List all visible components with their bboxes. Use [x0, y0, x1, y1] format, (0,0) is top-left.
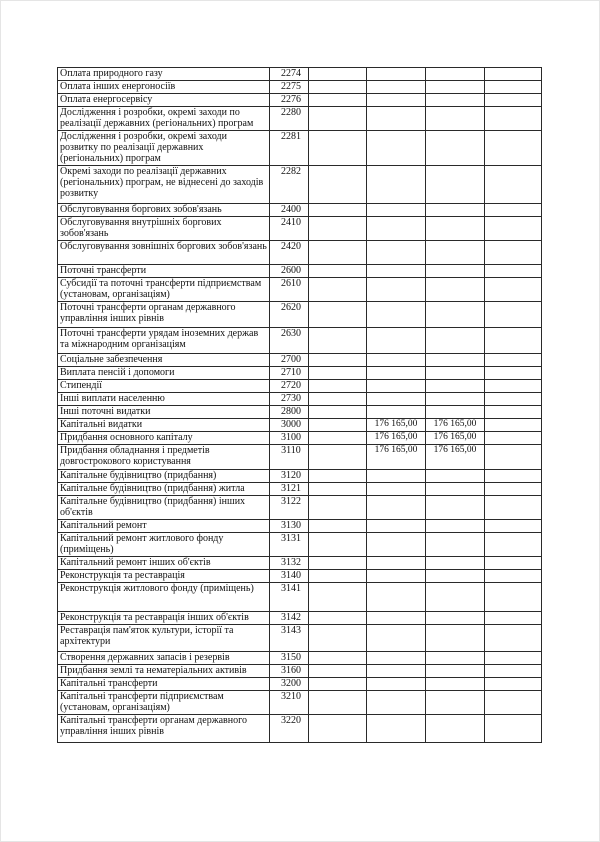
- amount-cell: [367, 612, 426, 625]
- amount-cell: [309, 367, 367, 380]
- expense-name-cell: Капітальні видатки: [58, 419, 270, 432]
- amount-cell: [485, 278, 542, 302]
- table-row: [58, 432, 542, 445]
- amount-cell: [367, 217, 426, 241]
- amount-cell: [426, 393, 485, 406]
- amount-cell: [426, 131, 485, 166]
- amount-cell: [309, 302, 367, 328]
- amount-cell: [367, 107, 426, 131]
- amount-cell: [485, 380, 542, 393]
- expense-name-cell: Інші поточні видатки: [58, 406, 270, 419]
- expense-code-cell: 3200: [270, 678, 309, 691]
- expense-name-cell: Капітальні трансферти підприємствам (установам, організаціям): [58, 691, 270, 715]
- amount-cell: [426, 691, 485, 715]
- table-row: [58, 533, 542, 557]
- table-row: [58, 445, 542, 470]
- amount-cell: [485, 94, 542, 107]
- amount-cell: [426, 380, 485, 393]
- amount-cell: [367, 81, 426, 94]
- expense-code-cell: 3160: [270, 665, 309, 678]
- table-row: [58, 354, 542, 367]
- amount-cell: [309, 393, 367, 406]
- amount-cell: [485, 625, 542, 652]
- amount-cell: [367, 483, 426, 496]
- amount-cell: [367, 94, 426, 107]
- amount-cell: [309, 81, 367, 94]
- table-row: [58, 265, 542, 278]
- expense-name-cell: Реставрація пам'яток культури, історії та архітектури: [58, 625, 270, 652]
- expense-code-cell: 2282: [270, 166, 309, 204]
- table-row: [58, 496, 542, 520]
- expense-name-cell: Капітальний ремонт житлового фонду (приміщень): [58, 533, 270, 557]
- table-row: [58, 393, 542, 406]
- amount-cell: [367, 665, 426, 678]
- amount-cell: [309, 678, 367, 691]
- amount-cell: [426, 612, 485, 625]
- amount-cell: [309, 432, 367, 445]
- amount-cell: [426, 583, 485, 612]
- amount-cell: 176 165,00: [426, 419, 485, 432]
- amount-cell: [367, 354, 426, 367]
- amount-cell: [367, 166, 426, 204]
- amount-cell: [309, 496, 367, 520]
- expense-code-cell: 2610: [270, 278, 309, 302]
- expense-code-cell: 2700: [270, 354, 309, 367]
- amount-cell: [367, 68, 426, 81]
- expense-code-cell: 2710: [270, 367, 309, 380]
- expense-name-cell: Обслуговування боргових зобов'язань: [58, 204, 270, 217]
- amount-cell: [309, 691, 367, 715]
- amount-cell: [426, 94, 485, 107]
- amount-cell: [426, 483, 485, 496]
- table-row: [58, 131, 542, 166]
- expense-name-cell: Інші виплати населенню: [58, 393, 270, 406]
- expense-code-cell: 2630: [270, 328, 309, 354]
- expense-code-cell: 3110: [270, 445, 309, 470]
- amount-cell: [367, 678, 426, 691]
- amount-cell: [426, 570, 485, 583]
- expense-name-cell: Оплата інших енергоносіїв: [58, 81, 270, 94]
- expense-name-cell: Реконструкція та реставрація інших об'єктів: [58, 612, 270, 625]
- amount-cell: [485, 483, 542, 496]
- expense-name-cell: Капітальний ремонт: [58, 520, 270, 533]
- expense-code-cell: 3141: [270, 583, 309, 612]
- expense-name-cell: Оплата енергосервісу: [58, 94, 270, 107]
- expense-name-cell: Капітальні трансферти: [58, 678, 270, 691]
- amount-cell: [367, 204, 426, 217]
- expense-code-cell: 2600: [270, 265, 309, 278]
- expense-code-cell: 2274: [270, 68, 309, 81]
- expense-code-cell: 2400: [270, 204, 309, 217]
- amount-cell: [485, 217, 542, 241]
- budget-expenditure-table: [57, 67, 542, 743]
- amount-cell: [309, 107, 367, 131]
- table-row: [58, 217, 542, 241]
- amount-cell: [367, 557, 426, 570]
- amount-cell: [367, 520, 426, 533]
- amount-cell: [485, 678, 542, 691]
- amount-cell: [485, 557, 542, 570]
- expense-name-cell: Дослідження і розробки, окремі заходи розвитку по реалізації державних (регіональних) програм: [58, 131, 270, 166]
- expense-name-cell: Капітальне будівництво (придбання) інших об'єктів: [58, 496, 270, 520]
- amount-cell: [309, 354, 367, 367]
- expense-code-cell: 2276: [270, 94, 309, 107]
- amount-cell: [485, 354, 542, 367]
- amount-cell: [309, 265, 367, 278]
- expense-code-cell: 2275: [270, 81, 309, 94]
- expense-name-cell: Поточні трансферти органам державного управління інших рівнів: [58, 302, 270, 328]
- amount-cell: [485, 241, 542, 265]
- expense-code-cell: 2410: [270, 217, 309, 241]
- table-row: [58, 107, 542, 131]
- amount-cell: [367, 691, 426, 715]
- table-body: [58, 68, 542, 743]
- amount-cell: [426, 302, 485, 328]
- table-row: [58, 367, 542, 380]
- expense-name-cell: Капітальний ремонт інших об'єктів: [58, 557, 270, 570]
- expense-name-cell: Обслуговування зовнішніх боргових зобов'язань: [58, 241, 270, 265]
- amount-cell: [426, 107, 485, 131]
- amount-cell: [485, 107, 542, 131]
- expense-code-cell: 3120: [270, 470, 309, 483]
- expense-name-cell: Соціальне забезпечення: [58, 354, 270, 367]
- expense-code-cell: 3142: [270, 612, 309, 625]
- amount-cell: [309, 445, 367, 470]
- table-row: [58, 665, 542, 678]
- amount-cell: [426, 367, 485, 380]
- amount-cell: [309, 406, 367, 419]
- amount-cell: [367, 570, 426, 583]
- table-row: [58, 583, 542, 612]
- amount-cell: [485, 265, 542, 278]
- table-row: [58, 406, 542, 419]
- amount-cell: [367, 265, 426, 278]
- amount-cell: [485, 445, 542, 470]
- expense-name-cell: Капітальні трансферти органам державного управління інших рівнів: [58, 715, 270, 743]
- amount-cell: [485, 520, 542, 533]
- amount-cell: [485, 302, 542, 328]
- table-row: [58, 278, 542, 302]
- amount-cell: 176 165,00: [367, 445, 426, 470]
- amount-cell: [485, 68, 542, 81]
- amount-cell: [485, 131, 542, 166]
- table-row: [58, 419, 542, 432]
- amount-cell: 176 165,00: [426, 432, 485, 445]
- expense-code-cell: 3220: [270, 715, 309, 743]
- amount-cell: [485, 665, 542, 678]
- amount-cell: [367, 533, 426, 557]
- table-row: [58, 204, 542, 217]
- amount-cell: [367, 302, 426, 328]
- expense-name-cell: Дослідження і розробки, окремі заходи по реалізації державних (регіональних) програм: [58, 107, 270, 131]
- amount-cell: [309, 470, 367, 483]
- amount-cell: [426, 557, 485, 570]
- amount-cell: [309, 278, 367, 302]
- amount-cell: [367, 278, 426, 302]
- expense-code-cell: 3131: [270, 533, 309, 557]
- amount-cell: [426, 715, 485, 743]
- amount-cell: [485, 470, 542, 483]
- expense-name-cell: Придбання землі та нематеріальних активів: [58, 665, 270, 678]
- amount-cell: [309, 715, 367, 743]
- expense-code-cell: 2280: [270, 107, 309, 131]
- amount-cell: [367, 470, 426, 483]
- amount-cell: 176 165,00: [426, 445, 485, 470]
- table-row: [58, 691, 542, 715]
- amount-cell: [367, 380, 426, 393]
- amount-cell: [485, 583, 542, 612]
- expense-name-cell: Стипендії: [58, 380, 270, 393]
- expense-code-cell: 3000: [270, 419, 309, 432]
- table-row: [58, 557, 542, 570]
- table-row: [58, 612, 542, 625]
- table-row: [58, 241, 542, 265]
- amount-cell: [309, 625, 367, 652]
- amount-cell: [426, 81, 485, 94]
- amount-cell: [309, 557, 367, 570]
- expense-code-cell: 2730: [270, 393, 309, 406]
- amount-cell: [309, 380, 367, 393]
- expense-code-cell: 3122: [270, 496, 309, 520]
- expense-code-cell: 3100: [270, 432, 309, 445]
- amount-cell: [367, 241, 426, 265]
- expense-code-cell: 3121: [270, 483, 309, 496]
- amount-cell: [485, 691, 542, 715]
- amount-cell: [485, 496, 542, 520]
- expense-name-cell: Обслуговування внутрішніх боргових зобов'язань: [58, 217, 270, 241]
- amount-cell: [426, 328, 485, 354]
- expense-name-cell: Придбання обладнання і предметів довгострокового користування: [58, 445, 270, 470]
- amount-cell: [367, 583, 426, 612]
- expense-code-cell: 3150: [270, 652, 309, 665]
- expense-name-cell: Поточні трансферти: [58, 265, 270, 278]
- amount-cell: [309, 166, 367, 204]
- expense-code-cell: 3210: [270, 691, 309, 715]
- amount-cell: [367, 652, 426, 665]
- table-row: [58, 302, 542, 328]
- amount-cell: [309, 68, 367, 81]
- table-row: [58, 625, 542, 652]
- amount-cell: [309, 533, 367, 557]
- amount-cell: [426, 354, 485, 367]
- table-row: [58, 678, 542, 691]
- amount-cell: [485, 570, 542, 583]
- table-row: [58, 652, 542, 665]
- amount-cell: [485, 367, 542, 380]
- expense-code-cell: 2281: [270, 131, 309, 166]
- amount-cell: [309, 483, 367, 496]
- amount-cell: [426, 665, 485, 678]
- table-row: [58, 81, 542, 94]
- table-row: [58, 166, 542, 204]
- amount-cell: [426, 652, 485, 665]
- amount-cell: [485, 166, 542, 204]
- amount-cell: [309, 328, 367, 354]
- amount-cell: 176 165,00: [367, 419, 426, 432]
- expense-code-cell: 3130: [270, 520, 309, 533]
- table-row: [58, 520, 542, 533]
- amount-cell: [367, 715, 426, 743]
- amount-cell: [367, 328, 426, 354]
- expense-code-cell: 2420: [270, 241, 309, 265]
- amount-cell: [426, 278, 485, 302]
- amount-cell: [367, 496, 426, 520]
- table-row: [58, 68, 542, 81]
- table-row: [58, 380, 542, 393]
- table-row: [58, 483, 542, 496]
- amount-cell: [309, 241, 367, 265]
- amount-cell: [426, 166, 485, 204]
- table-row: [58, 570, 542, 583]
- amount-cell: [367, 625, 426, 652]
- amount-cell: [309, 612, 367, 625]
- amount-cell: [309, 419, 367, 432]
- amount-cell: [367, 393, 426, 406]
- amount-cell: [367, 367, 426, 380]
- expense-name-cell: Створення державних запасів і резервів: [58, 652, 270, 665]
- expense-name-cell: Реконструкція та реставрація: [58, 570, 270, 583]
- expense-code-cell: 3132: [270, 557, 309, 570]
- amount-cell: [309, 131, 367, 166]
- amount-cell: [426, 678, 485, 691]
- expense-code-cell: 2800: [270, 406, 309, 419]
- amount-cell: [485, 393, 542, 406]
- amount-cell: [426, 241, 485, 265]
- amount-cell: [426, 406, 485, 419]
- expense-name-cell: Окремі заходи по реалізації державних (регіональних) програм, не віднесені до заходів розвитку: [58, 166, 270, 204]
- amount-cell: 176 165,00: [367, 432, 426, 445]
- expense-name-cell: Придбання основного капіталу: [58, 432, 270, 445]
- amount-cell: [309, 204, 367, 217]
- expense-name-cell: Субсидії та поточні трансферти підприємствам (установам, організаціям): [58, 278, 270, 302]
- amount-cell: [426, 217, 485, 241]
- expense-name-cell: Поточні трансферти урядам іноземних держав та міжнародним організаціям: [58, 328, 270, 354]
- amount-cell: [309, 665, 367, 678]
- table-row: [58, 470, 542, 483]
- amount-cell: [426, 625, 485, 652]
- table-row: [58, 94, 542, 107]
- amount-cell: [426, 470, 485, 483]
- amount-cell: [309, 217, 367, 241]
- amount-cell: [426, 533, 485, 557]
- expense-code-cell: 2720: [270, 380, 309, 393]
- amount-cell: [426, 204, 485, 217]
- expense-code-cell: 3143: [270, 625, 309, 652]
- amount-cell: [485, 533, 542, 557]
- amount-cell: [485, 419, 542, 432]
- expense-code-cell: 3140: [270, 570, 309, 583]
- amount-cell: [485, 652, 542, 665]
- amount-cell: [309, 94, 367, 107]
- expense-name-cell: Оплата природного газу: [58, 68, 270, 81]
- amount-cell: [485, 81, 542, 94]
- amount-cell: [426, 68, 485, 81]
- expense-name-cell: Реконструкція житлового фонду (приміщень): [58, 583, 270, 612]
- amount-cell: [426, 265, 485, 278]
- amount-cell: [426, 496, 485, 520]
- amount-cell: [485, 432, 542, 445]
- expense-name-cell: Виплата пенсій і допомоги: [58, 367, 270, 380]
- amount-cell: [485, 612, 542, 625]
- expense-name-cell: Капітальне будівництво (придбання): [58, 470, 270, 483]
- amount-cell: [485, 406, 542, 419]
- amount-cell: [485, 715, 542, 743]
- amount-cell: [309, 652, 367, 665]
- amount-cell: [367, 131, 426, 166]
- amount-cell: [309, 570, 367, 583]
- amount-cell: [309, 520, 367, 533]
- amount-cell: [309, 583, 367, 612]
- table-row: [58, 715, 542, 743]
- expense-code-cell: 2620: [270, 302, 309, 328]
- amount-cell: [426, 520, 485, 533]
- amount-cell: [485, 328, 542, 354]
- table-row: [58, 328, 542, 354]
- expense-name-cell: Капітальне будівництво (придбання) житла: [58, 483, 270, 496]
- amount-cell: [367, 406, 426, 419]
- amount-cell: [485, 204, 542, 217]
